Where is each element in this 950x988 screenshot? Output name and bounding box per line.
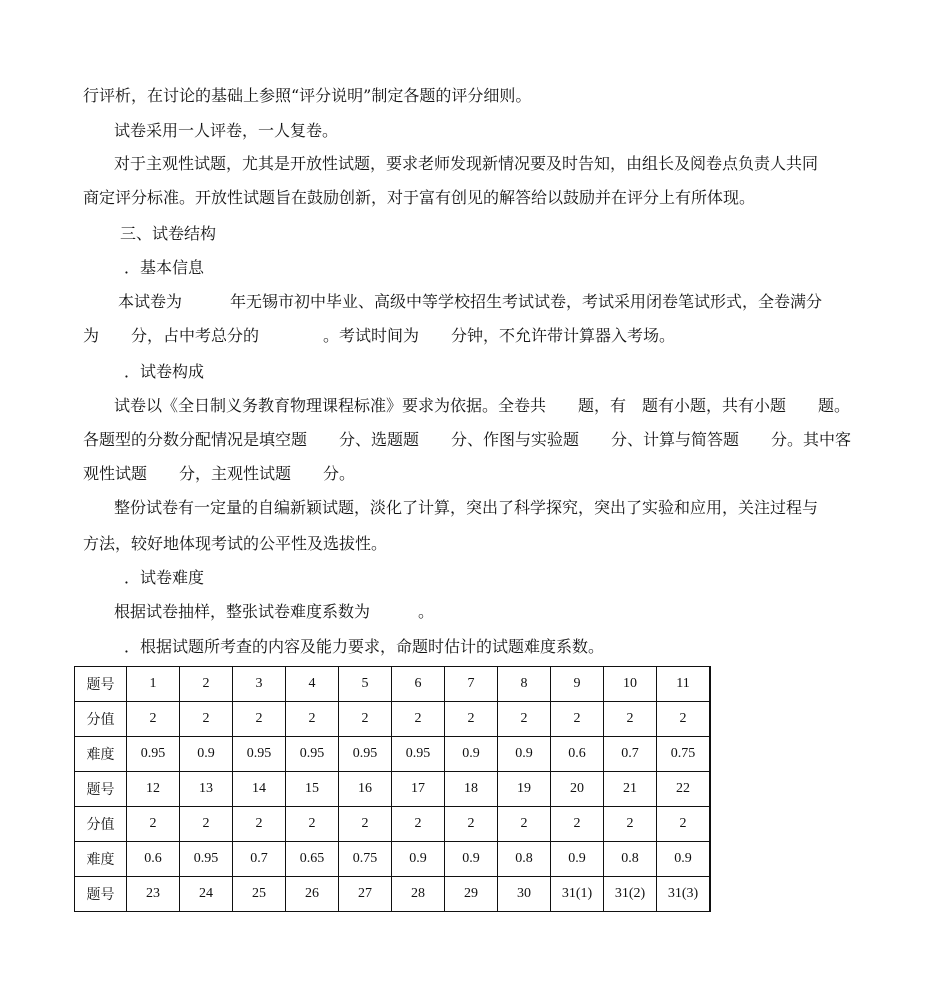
table-cell: 10 xyxy=(604,667,657,702)
row-header-cell: 分值 xyxy=(75,807,127,842)
paragraph-subjective-line1: 对于主观性试题，尤其是开放性试题，要求老师发现新情况要及时告知，由组长及阅卷点负责人共同 xyxy=(114,154,819,173)
paragraph-basic-info-line2: 为 分，占中考总分的 。考试时间为 分钟，不允许带计算器入考场。 xyxy=(83,326,676,345)
table-cell: 0.95 xyxy=(392,737,445,772)
table-cell: 0.95 xyxy=(339,737,392,772)
table-cell: 2 xyxy=(392,807,445,842)
table-cell: 0.9 xyxy=(180,737,233,772)
paragraph-subjective-line2: 商定评分标准。开放性试题旨在鼓励创新，对于富有创见的解答给以鼓励并在评分上有所体现。 xyxy=(83,188,756,207)
table-cell: 2 xyxy=(551,702,604,737)
subheading-difficulty: ．试卷难度 xyxy=(124,568,205,587)
table-row xyxy=(75,737,711,772)
table-cell: 2 xyxy=(339,702,392,737)
table-cell: 19 xyxy=(498,772,551,807)
table-cell: 2 xyxy=(233,702,286,737)
table-cell: 11 xyxy=(657,667,711,702)
paragraph-difficulty-coefficient: 根据试卷抽样，整张试卷难度系数为 。 xyxy=(114,602,435,621)
table-cell: 23 xyxy=(127,877,180,912)
table-cell: 15 xyxy=(286,772,339,807)
table-cell: 9 xyxy=(551,667,604,702)
table-cell: 0.8 xyxy=(498,842,551,877)
table-cell: 0.7 xyxy=(233,842,286,877)
table-cell: 16 xyxy=(339,772,392,807)
subheading-basic-info: ．基本信息 xyxy=(124,258,205,277)
table-cell: 2 xyxy=(180,807,233,842)
table-cell: 0.95 xyxy=(233,737,286,772)
table-cell: 5 xyxy=(339,667,392,702)
table-cell: 4 xyxy=(286,667,339,702)
table-cell: 2 xyxy=(604,702,657,737)
table-cell: 0.95 xyxy=(180,842,233,877)
row-header-cell: 题号 xyxy=(75,772,127,807)
paragraph-composition-line3: 观性试题 分，主观性试题 分。 xyxy=(83,464,356,483)
table-cell: 2 xyxy=(445,807,498,842)
paragraph-composition-line1: 试卷以《全日制义务教育物理课程标准》要求为依据。全卷共 题，有 题有小题，共有小题 题。 xyxy=(114,396,851,415)
table-cell: 2 xyxy=(127,807,180,842)
table-cell: 30 xyxy=(498,877,551,912)
table-cell: 2 xyxy=(180,667,233,702)
table-cell: 2 xyxy=(286,807,339,842)
table-row xyxy=(75,842,711,877)
table-cell: 24 xyxy=(180,877,233,912)
paragraph-features-line2: 方法，较好地体现考试的公平性及选拔性。 xyxy=(83,534,388,553)
table-cell: 17 xyxy=(392,772,445,807)
row-header-cell: 难度 xyxy=(75,737,127,772)
table-cell: 25 xyxy=(233,877,286,912)
table-cell: 31(2) xyxy=(604,877,657,912)
table-cell: 0.75 xyxy=(657,737,711,772)
table-cell: 2 xyxy=(604,807,657,842)
table-cell: 2 xyxy=(551,807,604,842)
table-cell: 0.65 xyxy=(286,842,339,877)
table-cell: 2 xyxy=(286,702,339,737)
paragraph-basic-info-line1: 本试卷为 年无锡市初中毕业、高级中等学校招生考试试卷，考试采用闭卷笔试形式，全卷满分 xyxy=(118,292,823,311)
table-cell: 27 xyxy=(339,877,392,912)
table-cell: 2 xyxy=(233,807,286,842)
table-cell: 0.9 xyxy=(551,842,604,877)
table-cell: 2 xyxy=(445,702,498,737)
table-cell: 0.7 xyxy=(604,737,657,772)
paragraph-features-line1: 整份试卷有一定量的自编新颖试题，淡化了计算，突出了科学探究，突出了实验和应用，关注过程与 xyxy=(114,498,819,517)
paragraph-difficulty-estimate: ．根据试题所考查的内容及能力要求，命题时估计的试题难度系数。 xyxy=(124,637,605,656)
table-cell: 6 xyxy=(392,667,445,702)
table-row xyxy=(75,877,711,912)
table-cell: 14 xyxy=(233,772,286,807)
table-cell: 1 xyxy=(127,667,180,702)
table-cell: 22 xyxy=(657,772,711,807)
row-header-cell: 分值 xyxy=(75,702,127,737)
table-cell: 31(1) xyxy=(551,877,604,912)
table-cell: 0.75 xyxy=(339,842,392,877)
table-cell: 0.95 xyxy=(286,737,339,772)
table-row xyxy=(75,667,711,702)
row-header-cell: 题号 xyxy=(75,877,127,912)
paragraph-composition-line2: 各题型的分数分配情况是填空题 分、选题题 分、作图与实验题 分、计算与简答题 分。其中客 xyxy=(83,430,852,449)
table-cell: 3 xyxy=(233,667,286,702)
row-header-cell: 难度 xyxy=(75,842,127,877)
table-cell: 2 xyxy=(498,702,551,737)
table-cell: 13 xyxy=(180,772,233,807)
table-cell: 26 xyxy=(286,877,339,912)
table-cell: 12 xyxy=(127,772,180,807)
table-cell: 0.8 xyxy=(604,842,657,877)
table-cell: 2 xyxy=(657,807,711,842)
table-row xyxy=(75,772,711,807)
subheading-composition: ．试卷构成 xyxy=(124,362,205,381)
table-cell: 28 xyxy=(392,877,445,912)
table-cell: 8 xyxy=(498,667,551,702)
table-cell: 7 xyxy=(445,667,498,702)
table-cell: 0.9 xyxy=(498,737,551,772)
table-cell: 0.9 xyxy=(657,842,711,877)
table-cell: 2 xyxy=(180,702,233,737)
table-cell: 20 xyxy=(551,772,604,807)
table-cell: 2 xyxy=(498,807,551,842)
table-cell: 0.9 xyxy=(445,737,498,772)
table-cell: 2 xyxy=(127,702,180,737)
paragraph-review-method: 试卷采用一人评卷，一人复卷。 xyxy=(114,121,339,140)
table-cell: 18 xyxy=(445,772,498,807)
table-cell: 21 xyxy=(604,772,657,807)
table-cell: 2 xyxy=(392,702,445,737)
row-header-cell: 题号 xyxy=(75,667,127,702)
paragraph-scoring-rules: 行评析，在讨论的基础上参照“评分说明”制定各题的评分细则。 xyxy=(83,86,532,105)
table-cell: 0.9 xyxy=(445,842,498,877)
table-cell: 2 xyxy=(339,807,392,842)
table-row xyxy=(75,807,711,842)
table-cell: 31(3) xyxy=(657,877,711,912)
table-cell: 0.6 xyxy=(127,842,180,877)
section-heading-structure: 三、试卷结构 xyxy=(120,224,217,243)
difficulty-table xyxy=(74,666,711,912)
table-cell: 0.95 xyxy=(127,737,180,772)
table-cell: 29 xyxy=(445,877,498,912)
table-cell: 2 xyxy=(657,702,711,737)
table-row xyxy=(75,702,711,737)
table-cell: 0.9 xyxy=(392,842,445,877)
table-cell: 0.6 xyxy=(551,737,604,772)
